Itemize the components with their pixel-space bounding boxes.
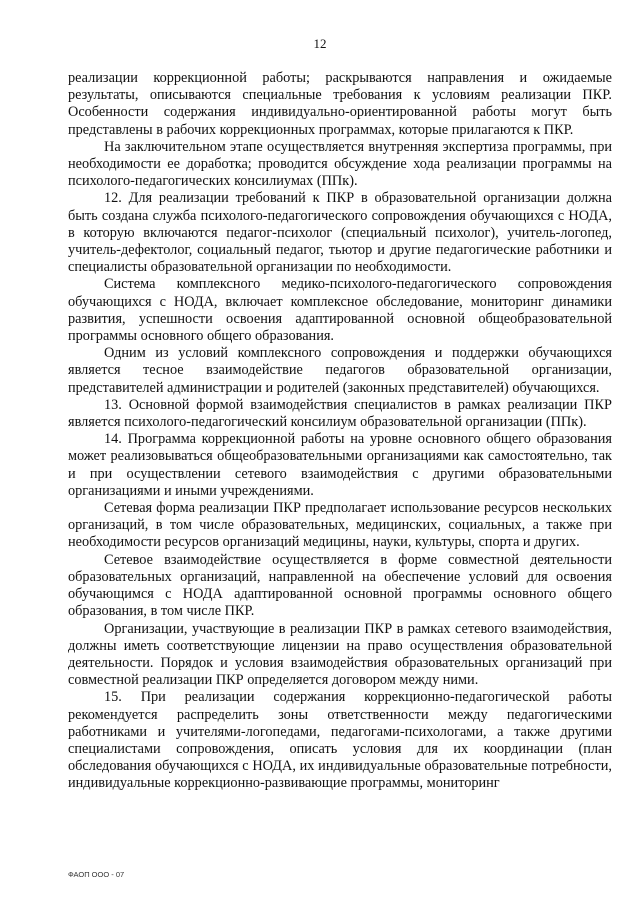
paragraph: Одним из условий комплексного сопровождения и поддержки обучающихся является тесное взаимодействие педагогов образовательной организации, представителей администрации и родителей (законных представителей) обучающихся. xyxy=(68,345,612,396)
paragraph: Сетевая форма реализации ПКР предполагает использование ресурсов нескольких организаций, в том числе образовательных, медицинских, социальных, а также при необходимости ресурсов организаций медицины, науки, культуры, спорта и других. xyxy=(68,500,612,551)
document-footer-code: ФАОП ООО - 07 xyxy=(68,870,125,879)
page-number: 12 xyxy=(313,36,327,51)
document-body xyxy=(68,70,612,793)
paragraph: Сетевое взаимодействие осуществляется в форме совместной деятельности образовательных организаций, направленной на обеспечение условий для освоения обучающимся с НОДА адаптированной основной программы основного общего образования, в том числе ПКР. xyxy=(68,551,612,620)
paragraph: 15. При реализации содержания коррекционно-педагогической работы рекомендуется распределить зоны ответственности между педагогическими работниками и учителями-логопедами, педагогами-психологами, а также другими специалистами сопровождения, описать условия для их координации (план обследования обучающихся с НОДА, их индивидуальные образовательные потребности, индивидуальные коррекционно-развивающие программы, мониторинг xyxy=(68,689,612,792)
paragraph: 13. Основной формой взаимодействия специалистов в рамках реализации ПКР является психолого-педагогический консилиум образовательной организации (ППк). xyxy=(68,396,612,431)
paragraph: Система комплексного медико-психолого-педагогического сопровождения обучающихся с НОДА, включает комплексное обследование, мониторинг динамики развития, успешности освоения адаптированной основной общеобразовательной программы основного общего образования. xyxy=(68,276,612,345)
paragraph: реализации коррекционной работы; раскрываются направления и ожидаемые результаты, описываются специальные требования к условиям реализации ПКР. Особенности содержания индивидуально-ориентированной работы могут быть представлены в рабочих коррекционных программах, которые прилагаются к ПКР. xyxy=(68,70,612,138)
paragraph: На заключительном этапе осуществляется внутренняя экспертиза программы, при необходимости ее доработка; проводится обсуждение хода реализации программы на психолого-педагогических консилиумах (ППк). xyxy=(68,138,612,190)
paragraph: 14. Программа коррекционной работы на уровне основного общего образования может реализовываться общеобразовательными организациями как самостоятельно, так и при осуществлении сетевого взаимодействия с другими образовательными организациями и иными учреждениями. xyxy=(68,431,612,499)
paragraph: 12. Для реализации требований к ПКР в образовательной организации должна быть создана служба психолого-педагогического сопровождения обучающихся с НОДА, в которую включаются педагог-психолог (специальный психолог), учитель-логопед, учитель-дефектолог, социальный педагог, тьютор и другие педагогические работники и специалисты образовательной организации по необходимости. xyxy=(68,190,612,276)
paragraph: Организации, участвующие в реализации ПКР в рамках сетевого взаимодействия, должны иметь соответствующие лицензии на право осуществления образовательной деятельности. Порядок и условия взаимодействия образовательных организаций при совместной реализации ПКР определяется договором между ними. xyxy=(68,620,612,689)
